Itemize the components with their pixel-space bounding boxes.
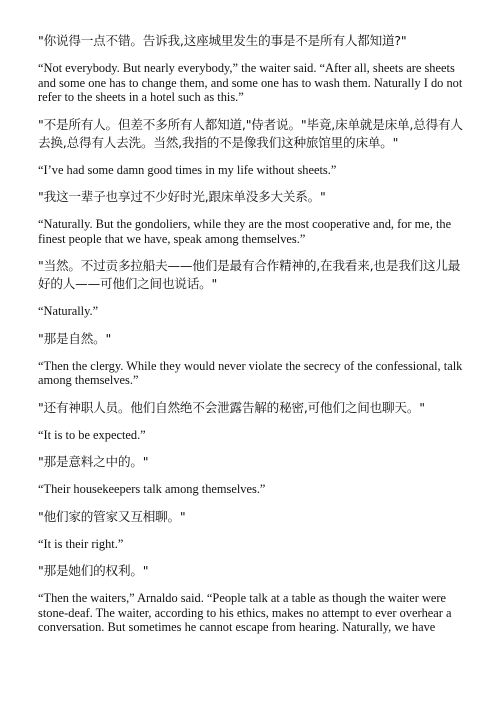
- paragraph-zh-3: "我这一辈子也享过不少好时光,跟床单没多大关系。": [38, 189, 326, 204]
- paragraph-en-7: “Their housekeepers talk among themselves.”: [38, 482, 266, 496]
- paragraph-zh-4: "当然。不过贡多拉船夫——他们是最有合作精神的,在我看来,也是我们这儿最好的人——可他们之间也说话。": [38, 258, 461, 291]
- paragraph-en-3: “Naturally. But the gondoliers, while they are the most cooperative and, for me, the finest people that we have, speak among themselves.”: [38, 217, 452, 246]
- paragraph-en-9: “Then the waiters,” Arnaldo said. “People talk at a table as though the waiter were stone-deaf. The waiter, according to his ethics, makes no attempt to ever overhear a conversation. But sometimes he cannot escape from hearing. Naturally, we have: [38, 591, 452, 634]
- paragraph-en-5: “Then the clergy. While they would never violate the secrecy of the confessional, talk among themselves.”: [38, 358, 463, 387]
- paragraph-en-1: “Not everybody. But nearly everybody,” the waiter said. “After all, sheets are sheets and some one has to change them, and some one has to wash them. Naturally I do not refer to the sheets in a hotel such as this.”: [38, 61, 463, 104]
- paragraph-en-2: “I’ve had some damn good times in my life without sheets.”: [38, 162, 337, 177]
- paragraph-zh-7: "那是意料之中的。": [38, 454, 149, 469]
- paragraph-zh-2: "不是所有人。但差不多所有人都知道,"侍者说。"毕竟,床单就是床单,总得有人去换,总得有人去洗。当然,我指的不是像我们这种旅馆里的床单。": [38, 116, 463, 150]
- paragraph-zh-1: "你说得一点不错。告诉我,这座城里发生的事是不是所有人都知道?": [38, 33, 407, 48]
- paragraph-zh-5: "那是自然。": [38, 330, 112, 346]
- paragraph-en-8: “It is their right.”: [38, 536, 124, 551]
- paragraph-zh-6: "还有神职人员。他们自然绝不会泄露告解的秘密,可他们之间也聊天。": [38, 399, 425, 415]
- paragraph-en-4: “Naturally.”: [38, 304, 99, 318]
- paragraph-zh-9: "那是她们的权利。": [38, 563, 149, 578]
- document-body: [38, 32, 464, 646]
- paragraph-en-6: “It is to be expected.”: [38, 427, 146, 442]
- paragraph-zh-8: "他们家的管家又互相聊。": [38, 508, 186, 524]
